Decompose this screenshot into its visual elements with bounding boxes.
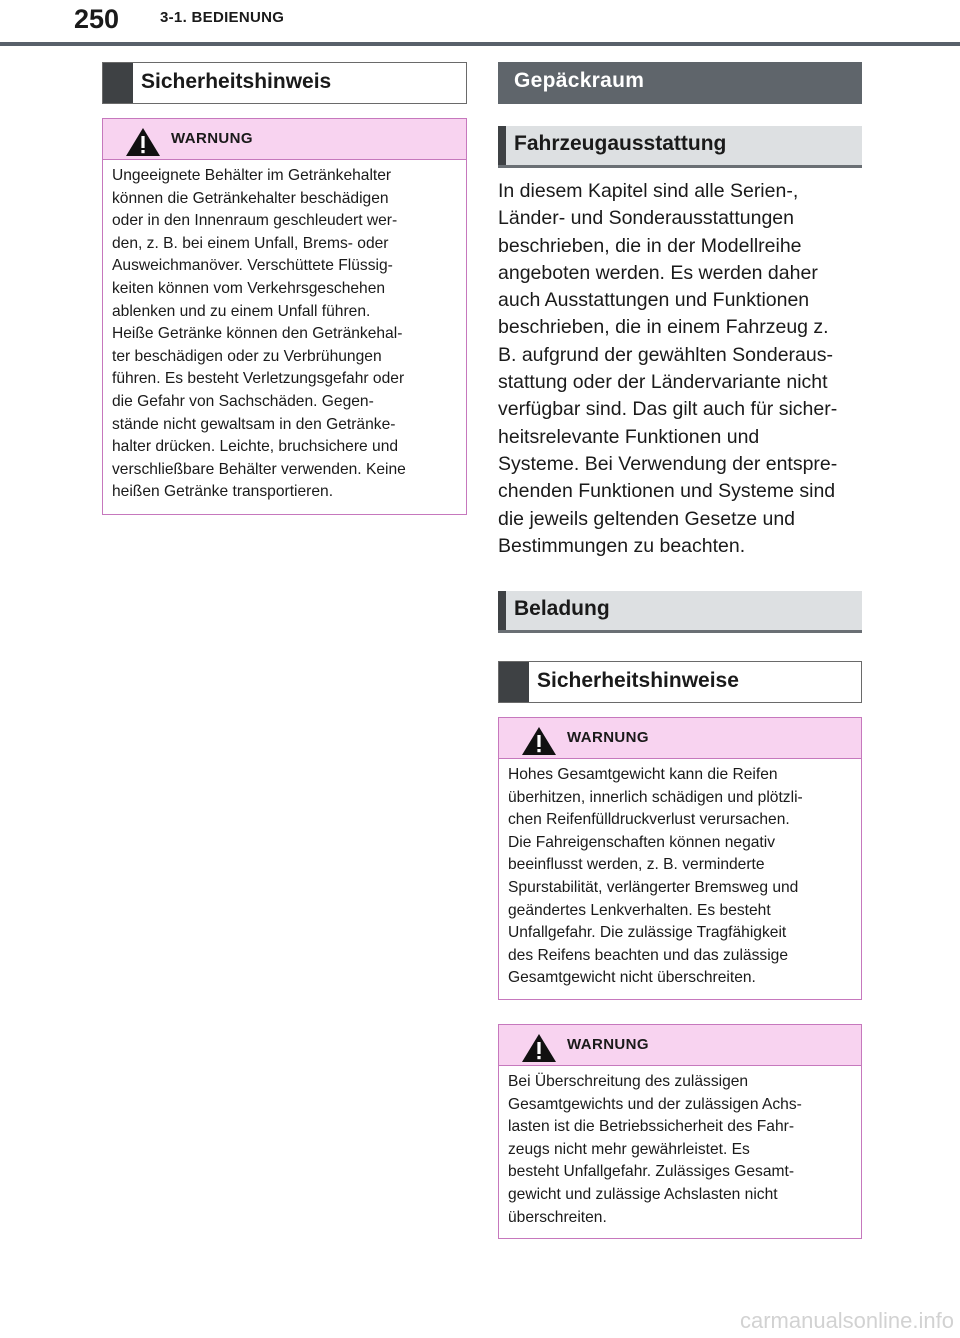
subheading-text: Beladung — [514, 597, 610, 620]
warning-triangle-icon — [125, 127, 161, 157]
subheading-bar — [498, 591, 506, 630]
warning-label: WARNUNG — [567, 729, 649, 746]
warning-text: Hohes Gesamtgewicht kann die Reifen überhitzen, innerlich schädigen und plötzli- chen Reifenfülldruckverlust verursachen. Die Fahreigenschaften können negativ beeinflusst werden, z. B. verminderte Spurstabilität, verlängerter Bremsweg und geändertes Lenkverhalten. Es besteht Unfallgefahr. Die zulässige Tragfähigkeit des Reifens beachten und das zulässige Gesamtgewicht nicht überschreiten. — [508, 766, 803, 987]
warning-header — [499, 1025, 861, 1066]
subheading-fahrzeugausstattung — [498, 126, 862, 168]
warning-box-cupholder — [102, 118, 467, 515]
page-number: 250 — [74, 4, 120, 34]
section-heading-bar — [103, 63, 133, 103]
header-rule — [0, 42, 960, 46]
section-heading-bar — [499, 662, 529, 702]
warning-box-weight — [498, 717, 862, 1000]
left-section-title: Sicherheitshinweis — [141, 70, 332, 93]
left-section-heading — [102, 62, 467, 104]
body-paragraph: In diesem Kapitel sind alle Serien-, Länder- und Sonderausstattungen beschrieben, die in der Modellreihe angeboten werden. Es werden daher auch Ausstattungen und Funktionen beschrieben, die in einem Fahrzeug z. B. aufgrund der gewählten Sonderaus- stattung oder der Ländervariante nicht verfügbar sind. Das gilt auch für sicher- heitsrelevante Funktionen und Systeme. Bei Verwendung der entspre- chenden Funktionen und Systeme sind die jeweils geltenden Gesetze und Bestimmungen zu beachten. — [498, 180, 838, 557]
warning-header — [103, 119, 466, 160]
subheading-beladung — [498, 591, 862, 633]
warning-triangle-icon — [521, 1033, 557, 1063]
main-heading-gepaeckraum — [498, 62, 862, 104]
right-section-heading — [498, 661, 862, 703]
right-section-title: Sicherheitshinweise — [537, 669, 739, 692]
chapter-title: 3-1. BEDIENUNG — [160, 9, 285, 26]
warning-label: WARNUNG — [567, 1036, 649, 1053]
warning-triangle-icon — [521, 726, 557, 756]
subheading-bar — [498, 126, 506, 165]
warning-text: Bei Überschreitung des zulässigen Gesamtgewichts und der zulässigen Achs- lasten ist die Betriebssicherheit des Fahr- zeugs nicht mehr gewährleistet. Es besteht Unfallgefahr. Zulässiges Gesamt- gewicht und zulässige Achslasten nicht überschreiten. — [508, 1073, 802, 1226]
warning-text: Ungeeignete Behälter im Getränkehalter können die Getränkehalter beschädigen oder in den Innenraum geschleudert wer- den, z. B. bei einem Unfall, Brems- oder Ausweichmanöver. Verschüttete Flüssig- keiten können vom Verkehrsgeschehen ablenken und zu einem Unfall führen. Heiße Getränke können den Getränkehal- ter beschädigen oder zu Verbrühungen führen. Es besteht Verletzungsgefahr oder die Gefahr von Sachschäden. Gegen- stände nicht gewaltsam in den Getränke- halter drücken. Leichte, bruchsichere und verschließbare Behälter verwenden. Keine heißen Getränke transportieren. — [112, 167, 406, 501]
watermark: carmanualsonline.info — [739, 1308, 954, 1333]
warning-label: WARNUNG — [171, 130, 253, 147]
warning-box-axle-load — [498, 1024, 862, 1239]
warning-header — [499, 718, 861, 759]
subheading-text: Fahrzeugausstattung — [514, 132, 727, 155]
main-heading-text: Gepäckraum — [514, 69, 645, 92]
